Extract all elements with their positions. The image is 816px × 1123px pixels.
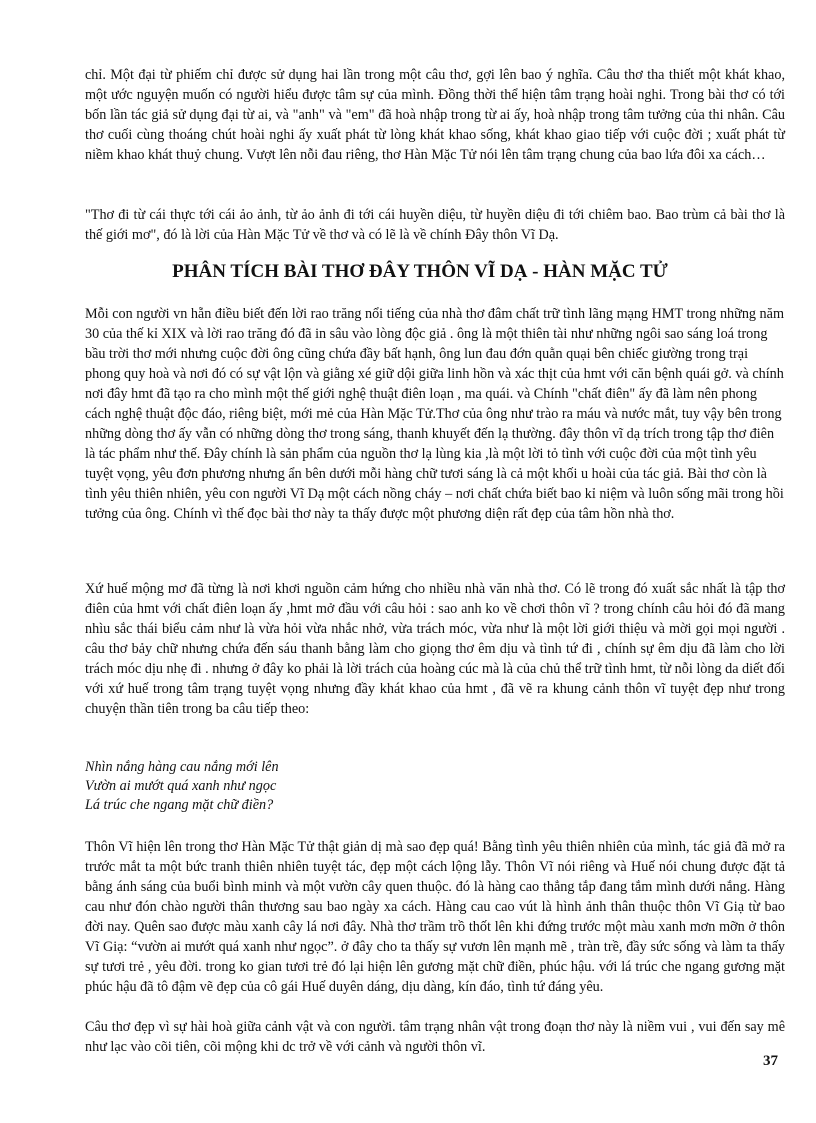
page-number: 37: [763, 1053, 778, 1069]
paragraph-6: Câu thơ đẹp vì sự hài hoà giữa cảnh vật và con người. tâm trạng nhân vật trong đoạn thơ này là niềm vui , vui đến say mê như lạc vào cõi tiên, cõi mộng khi dc trở về với cảnh và người thôn vĩ.: [85, 1019, 785, 1055]
paragraph-4: Xứ huế mộng mơ đã từng là nơi khơi nguồn cảm hứng cho nhiều nhà văn nhà thơ. Có lẽ trong đó xuất sắc nhất là tập thơ điên của hmt với chất điên loạn ấy ,hmt mở đầu với câu hỏi : sao anh ko về chơi thôn vĩ ? trong chính câu hỏi đó đã mang nhìu sắc thái biểu cảm như là vừa hỏi vừa nhắc nhở, vừa trách móc, vừa như là một lời giới thiệu và mời gọi mọi người . câu thơ bảy chữ nhưng chứa đến sáu thanh bằng làm cho giọng thơ êm dịu và tình tứ đi , chính sự êm dịu đã làm cho lời trách móc dịu nhẹ đi . nhưng ở đây ko phải là lời trách của hoàng cúc mà là của chủ thể trữ tình hmt, từ nỗi lòng da diết đối với xứ huế trong tâm trạng tuyệt vọng nhưng đầy khát khao của hmt , đã vẽ ra khung cảnh thôn vĩ tuyệt đẹp như trong chuyện thần tiên trong ba câu tiếp theo:: [85, 581, 785, 717]
paragraph-2: "Thơ đi từ cái thực tới cái ảo ảnh, từ ảo ảnh đi tới cái huyền diệu, từ huyền diệu đi tới chiêm bao. Bao trùm cả bài thơ là thế giới mơ", đó là lời của Hàn Mặc Tử về thơ và có lẽ là về chính Đây thôn Vĩ Dạ.: [85, 207, 785, 243]
poem-excerpt: [85, 758, 585, 815]
section-title: PHÂN TÍCH BÀI THƠ ĐÂY THÔN VĨ DẠ - HÀN MẶC TỬ: [172, 261, 668, 282]
verse-line-3: Lá trúc che ngang mặt chữ điền?: [85, 797, 274, 813]
verse-line-1: Nhìn nắng hàng cau nắng mới lên: [85, 759, 279, 775]
paragraph-3: Mỗi con người vn hẵn điều biết đến lời rao trăng nổi tiếng của nhà thơ đâm chất trữ tình lãng mạng HMT trong những năm 30 của thế kỉ XIX và lời rao trăng đó đã in sâu vào lòng độc giả . ông là một thiên tài như những ngôi sao sáng loá trong bầu trời thơ mới nhưng cuộc đời ông cũng chứa đầy bất hạnh, ông lun đau đớn quằn quại bên chiếc giường trong trại phong quy hoà và nơi đó có sự vật lộn và giằng xé giữ dội giữa linh hồn và xác thịt của hmt với căn bệnh quái gở. và chính nơi đây hmt đã tạo ra cho mình một thế giới nghệ thuật điên loạn , ma quái. và Chính "chất điên" ấy đã làm nên phong cách nghệ thuật độc đáo, riêng biệt, mới mẻ của Hàn Mặc Tử.Thơ của ông như trào ra máu và nước mắt, tuy vậy bên trong những dòng thơ ấy vẫn có những dòng thơ trong sáng, thanh khuyết đến lạ thường. đây thôn vĩ dạ trích trong tập thơ điên là tác phẩm như thế. Đây chính là sản phẩm của nguồn thơ lạ lùng kia ,là một lời tỏ tình với cuộc đời của một tình yêu tuyệt vọng, yêu đơn phương nhưng ẩn bên dưới mỗi hàng chữ tươi sáng là cả một khối u hoài của tác giả. Bài thơ còn là tình yêu thiên nhiên, yêu con người Vĩ Dạ một cách nồng cháy – nơi chất chứa biết bao kỉ niệm và luôn sống mãi trong hồi tưởng của ông. Chính vì thế đọc bài thơ này ta thấy được một phương diện rất đẹp của tâm hồn nhà thơ.: [85, 306, 784, 522]
paragraph-1: chỉ. Một đại từ phiếm chỉ được sử dụng hai lần trong một câu thơ, gợi lên bao ý nghĩa. Câu thơ tha thiết một khát khao, một ước nguyện muốn có người hiểu được tâm sự của mình. Đồng thời thể hiện tâm trạng hoài nghi. Trong bài thơ có tới bốn lần tác giả sử dụng đại từ ai, và "anh" và "em" đã hoà nhập trong từ ai ấy, hoà nhập trong tâm tưởng của thi nhân. Câu thơ cuối cùng thoáng chút hoài nghi ấy xuất phát từ lòng khát khao sống, khát khao giao tiếp với cuộc đời ; xuất phát từ niềm khao khát thuỷ chung. Vượt lên nỗi đau riêng, thơ Hàn Mặc Tử nói lên tâm trạng chung của bao lứa đôi xa cách…: [85, 67, 785, 163]
paragraph-5: Thôn Vĩ hiện lên trong thơ Hàn Mặc Tử thật giản dị mà sao đẹp quá! Bằng tình yêu thiên nhiên của mình, tác giả đã mở ra trước mắt ta một bức tranh thiên nhiên tuyệt tác, đẹp một cách lộng lẫy. Thôn Vĩ nói riêng và Huế nói chung được đặt tả bằng ánh sáng của buổi bình minh và một vườn cây quen thuộc. đó là hàng cao thẳng tắp đang tắm mình dưới nắng. Hàng cau như đón chào người thân thương sau bao ngày xa cách. Hàng cau cao vút là hình ảnh thân thuộc thôn Vĩ Giạ từ bao đời nay. Quên sao được màu xanh cây lá nơi đây. Nhà thơ trầm trồ thốt lên khi đứng trước một màu xanh mơn mỡn ở thôn Vĩ Giạ: “vườn ai mướt quá xanh như ngọc”. ở đây cho ta thấy sự vươn lên mạnh mẽ , tràn trề, đầy sức sống và làm ta thấy sự tươi trẻ , yêu đời. trong ko gian tươi trẻ đó lại hiện lên gương mặt chữ điền, phúc hậu. với lá trúc che ngang gương mặt phúc hậu đã tô đậm vẽ đẹp của cô gái Huế duyên dáng, dịu dàng, kín đáo, tình tứ đáng yêu.: [85, 839, 785, 995]
verse-line-2: Vườn ai mướt quá xanh như ngọc: [85, 778, 277, 794]
